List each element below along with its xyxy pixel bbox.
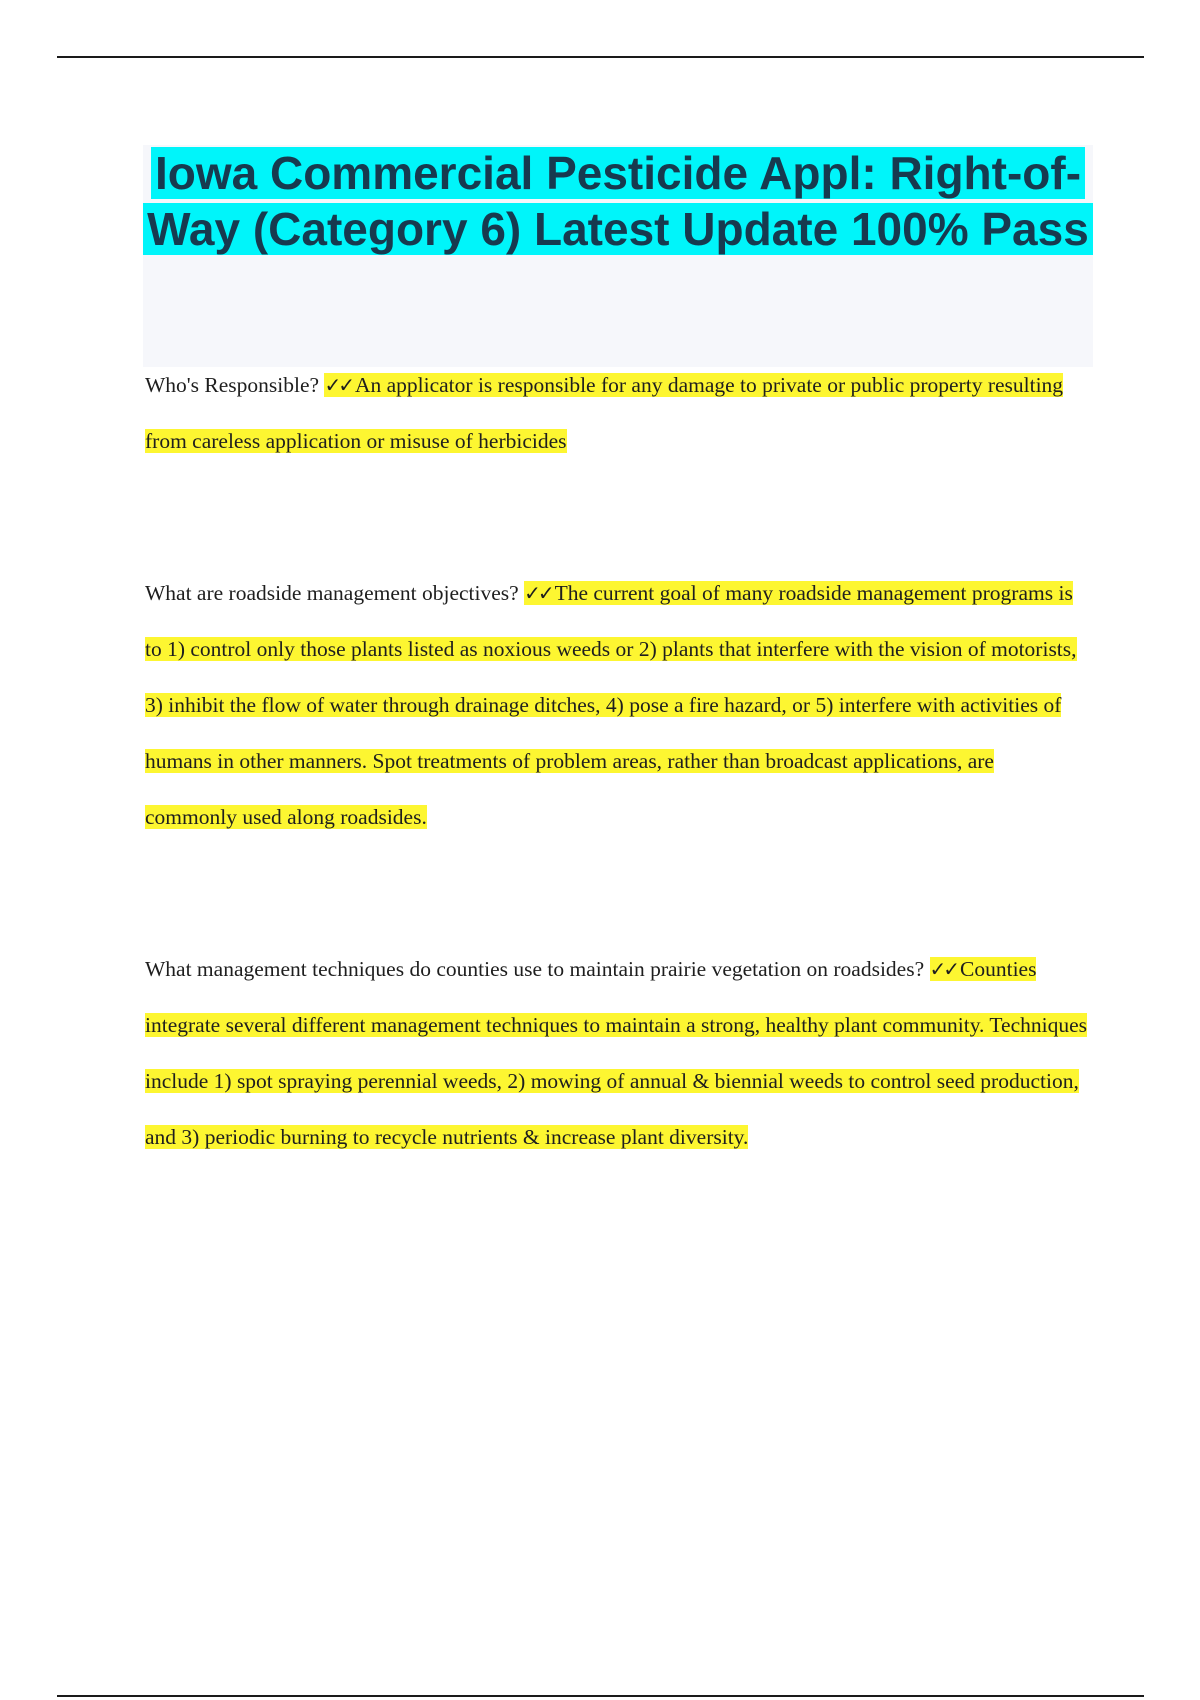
bottom-rule <box>57 1695 1144 1697</box>
qa-item <box>145 941 1090 1165</box>
title-highlight: Iowa Commercial Pesticide Appl: Right-of-Way (Category 6) Latest Update 100% Pass <box>143 147 1093 255</box>
question-text: What management techniques do counties use to maintain prairie vegetation on roadsides? <box>145 957 925 981</box>
answer-highlight <box>145 957 1087 1149</box>
question-text: Who's Responsible? <box>145 373 320 397</box>
double-check-icon: ✓✓ <box>929 957 958 981</box>
answer-text: An applicator is responsible for any damage to private or public property resulting from careless application or misuse of herbicides <box>145 373 1064 453</box>
title-block <box>143 145 1093 367</box>
top-rule <box>57 56 1144 58</box>
answer-text: The current goal of many roadside management programs is to 1) control only those plants listed as noxious weeds or 2) plants that interfere with the vision of motorists, 3) inhibit the flow of water through drainage ditches, 4) pose a fire hazard, or 5) interfere with activities of humans in other manners. Spot treatments of problem areas, rather than broadcast applications, are commonly used along roadsides. <box>145 581 1077 829</box>
double-check-icon: ✓✓ <box>524 581 552 605</box>
double-check-icon: ✓✓ <box>324 373 352 397</box>
answer-text: Counties integrate several different management techniques to maintain a strong, healthy plant community. Techniques include 1) spot spraying perennial weeds, 2) mowing of annual & biennial weeds to control seed production, and 3) periodic burning to recycle nutrients & increase plant diversity. <box>145 957 1088 1149</box>
qa-item <box>145 565 1090 845</box>
answer-highlight <box>145 581 1077 829</box>
qa-item <box>145 357 1090 469</box>
document-body <box>145 357 1090 1165</box>
question-text: What are roadside management objectives? <box>145 581 519 605</box>
document-title <box>143 145 1093 257</box>
